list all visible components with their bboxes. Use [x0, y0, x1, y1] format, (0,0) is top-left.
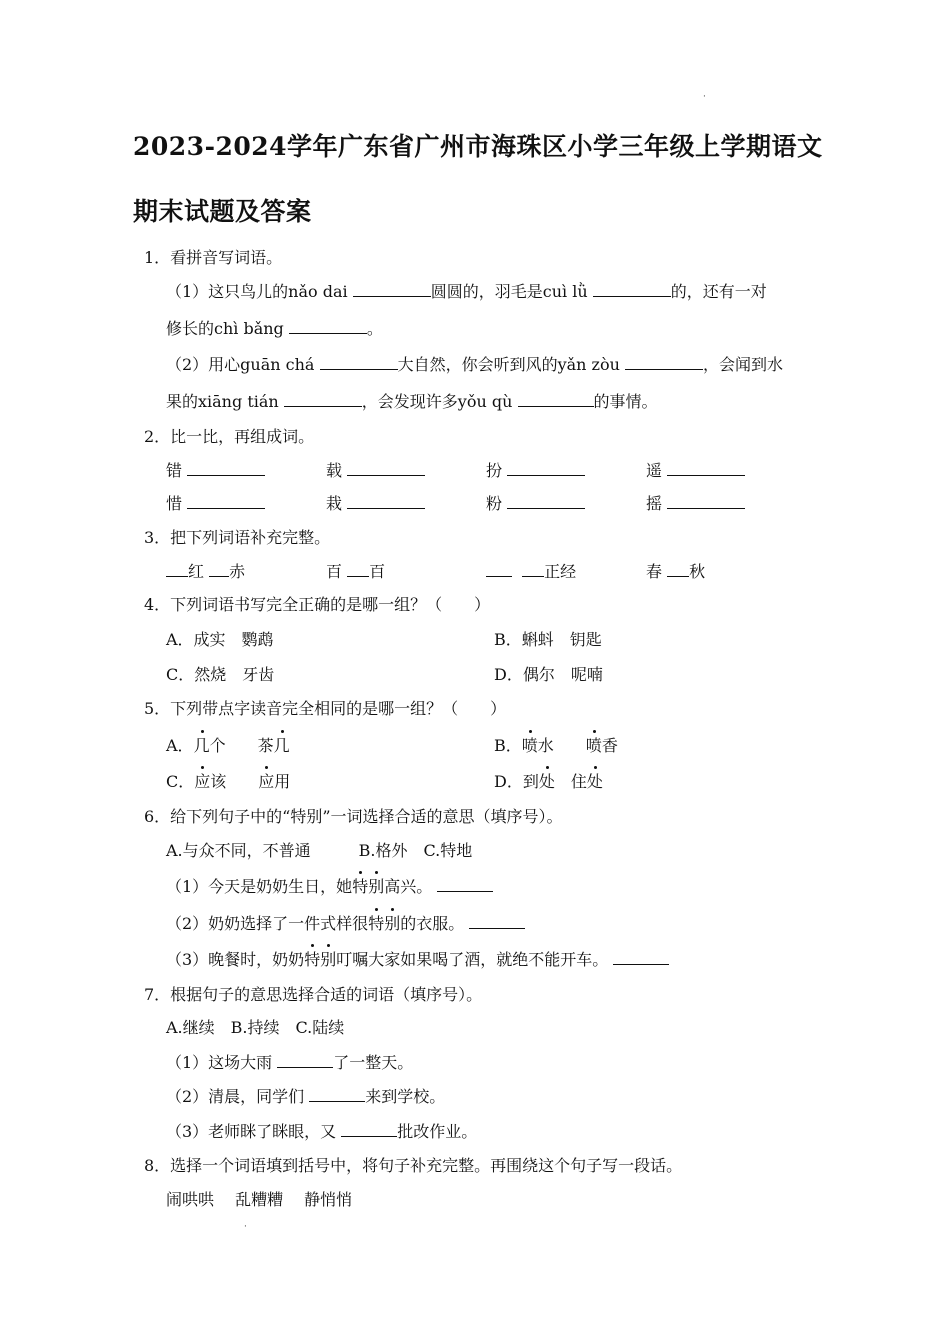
q5-option-b[interactable]: B．喷水 喷香 [494, 736, 618, 755]
q6-sentence-1: （1）今天是奶奶生日，她特别高兴。 [166, 877, 493, 897]
q4-stem: 4．下列词语书写完全正确的是哪一组？（ ） [144, 595, 491, 614]
q3-item: 百 百 [326, 562, 386, 581]
q5-stem: 5．下列带点字读音完全相同的是哪一组？（ ） [144, 699, 507, 718]
answer-blank[interactable] [209, 562, 229, 577]
q2-item: 惜 [166, 494, 265, 514]
q6-options: A.与众不同，不普通 B.格外 C.特地 [166, 841, 473, 860]
answer-blank[interactable] [522, 562, 544, 577]
header-mark: · [703, 92, 706, 102]
q4-option-d[interactable]: D．偶尔 呢喃 [494, 665, 603, 684]
answer-blank[interactable] [187, 461, 265, 476]
q5-option-a[interactable]: A．几个 茶几 [166, 736, 290, 755]
q8-stem: 8．选择一个词语填到括号中，将句子补充完整。再围绕这个句子写一段话。 [144, 1156, 683, 1175]
q1-stem: 1．看拼音写词语。 [144, 248, 283, 267]
q2-item: 遥 [646, 461, 745, 481]
q2-item: 错 [166, 461, 265, 481]
answer-blank[interactable] [320, 355, 398, 370]
answer-blank[interactable] [518, 392, 594, 407]
answer-blank[interactable] [347, 461, 425, 476]
answer-blank[interactable] [667, 461, 745, 476]
q7-stem: 7．根据句子的意思选择合适的词语（填序号）。 [144, 985, 483, 1004]
page-title-line1: 2023-2024学年广东省广州市海珠区小学三年级上学期语文 [133, 132, 823, 161]
q3-item: 正经 [486, 562, 576, 582]
answer-blank[interactable] [667, 562, 689, 577]
answer-blank[interactable] [166, 562, 188, 577]
answer-blank[interactable] [437, 877, 493, 892]
q6-stem: 6．给下列句子中的“特别”一词选择合适的意思（填序号）。 [144, 807, 563, 826]
answer-blank[interactable] [347, 562, 369, 577]
answer-blank[interactable] [277, 1053, 333, 1068]
q4-option-c[interactable]: C．然烧 牙齿 [166, 665, 275, 684]
q6-sentence-3: （3）晚餐时，奶奶特别叮嘱大家如果喝了酒，就绝不能开车。 [166, 950, 669, 970]
answer-blank[interactable] [625, 355, 703, 370]
q7-sentence-2: （2）清晨，同学们 来到学校。 [166, 1087, 446, 1106]
q1-line2: 修长的chì bǎng 。 [166, 319, 383, 338]
q1-line1: （1）这只鸟儿的nǎo dai 圆圆的，羽毛是cuì lǜ 的，还有一对 [166, 282, 767, 301]
q2-stem: 2．比一比，再组成词。 [144, 427, 315, 446]
answer-blank[interactable] [309, 1087, 365, 1102]
answer-blank[interactable] [187, 494, 265, 509]
q3-stem: 3．把下列词语补充完整。 [144, 528, 331, 547]
answer-blank[interactable] [613, 950, 669, 965]
q1-line3: （2）用心guān chá 大自然，你会听到风的yǎn zòu ，会闻到水 [166, 355, 784, 374]
q2-item: 栽 [326, 494, 425, 514]
q2-item: 摇 [646, 494, 745, 514]
answer-blank[interactable] [284, 392, 362, 407]
q1-line4: 果的xiāng tián ，会发现许多yǒu qù 的事情。 [166, 392, 658, 411]
answer-blank[interactable] [353, 282, 431, 297]
answer-blank[interactable] [347, 494, 425, 509]
answer-blank[interactable] [289, 319, 367, 334]
q8-word-choices: 闹哄哄 乱糟糟 静悄悄 [166, 1190, 353, 1209]
answer-blank[interactable] [667, 494, 745, 509]
answer-blank[interactable] [469, 914, 525, 929]
q2-item: 粉 [486, 494, 585, 514]
q3-item: 春 秋 [646, 562, 706, 581]
page-title-line2: 期末试题及答案 [133, 197, 312, 226]
q2-item: 载 [326, 461, 425, 481]
q5-option-d[interactable]: D．到处 住处 [494, 772, 603, 791]
answer-blank[interactable] [341, 1122, 397, 1137]
q7-sentence-1: （1）这场大雨 了一整天。 [166, 1053, 414, 1072]
q4-option-a[interactable]: A．成实 鹦鹉 [166, 630, 274, 649]
answer-blank[interactable] [507, 494, 585, 509]
q2-item: 扮 [486, 461, 585, 481]
q6-sentence-2: （2）奶奶选择了一件式样很特别的衣服。 [166, 914, 525, 934]
answer-blank[interactable] [486, 562, 512, 577]
answer-blank[interactable] [507, 461, 585, 476]
answer-blank[interactable] [593, 282, 671, 297]
q3-item: 红 赤 [166, 562, 245, 582]
q4-option-b[interactable]: B．蝌蚪 钥匙 [494, 630, 602, 649]
q5-option-c[interactable]: C．应该 应用 [166, 772, 291, 791]
q7-options: A.继续 B.持续 C.陆续 [166, 1018, 345, 1037]
q7-sentence-3: （3）老师眯了眯眼，又 批改作业。 [166, 1122, 478, 1141]
footer-mark: · [244, 1222, 247, 1232]
